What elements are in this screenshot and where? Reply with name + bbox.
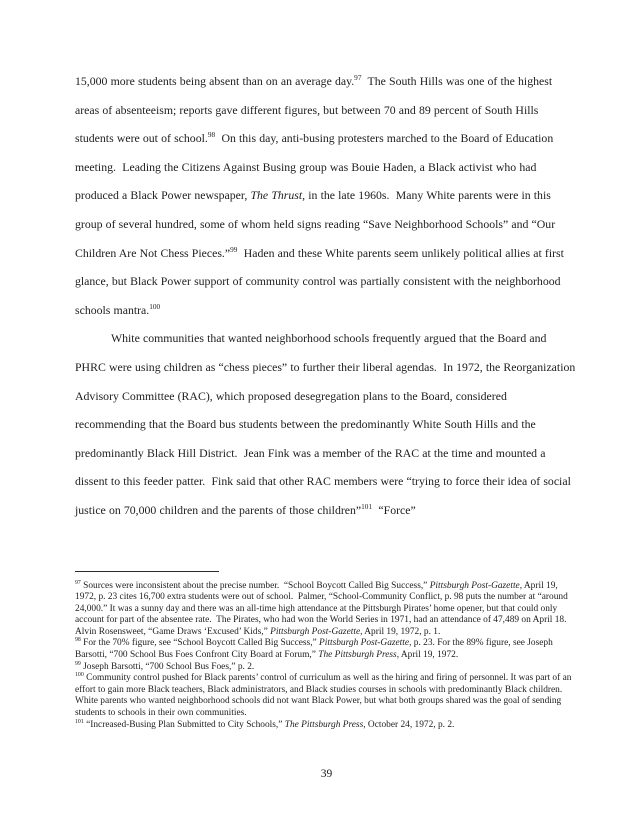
footnote-ref: 98 bbox=[75, 637, 81, 644]
page-number: 39 bbox=[320, 768, 333, 780]
footnote-101 bbox=[75, 720, 578, 732]
text-run: The South Hills was one of the highest areas of absenteeism; reports gave different figures, but between 70 and 89 percent of South Hills students were out of school. bbox=[75, 74, 553, 146]
text-run: For the 70% figure, see “School Boycott Called Big Success,” bbox=[80, 638, 320, 649]
footnote-ref: 97 bbox=[75, 579, 81, 586]
footnote-97 bbox=[75, 581, 578, 639]
italic-text: The Pittsburgh Press bbox=[318, 650, 397, 661]
italic-text: Pittsburgh Post-Gazette bbox=[319, 638, 410, 649]
text-run: , April 19, 1972, p. 23 cites 16,700 extra students were out of school. Palmer, “School-Community Conflict, p. 98 puts the number at “around 24,000.” It was a sunny day and there was an all-time high attendance at the Pittsburgh Pirates’ home opener, but that could only account for part of the absentee rate. The Pirates, who had won the World Series in 1971, had an attendance of 47,489 on April 18. Alvin Rosensweet, “Game Draws ‘Excused’ Kids,” bbox=[75, 580, 569, 637]
footnote-ref: 100 bbox=[149, 301, 161, 311]
text-run: Haden and these White parents seem unlikely political allies at first glance, but Black Power support of community control was partially consistent with the neighborhood schools mantra. bbox=[75, 245, 564, 317]
text-run: White communities that wanted neighborhood schools frequently argued that the Board and PHRC were using children as “chess pieces” to further their liberal agendas. In 1972, the Reorganization Advisory Committee (RAC), which proposed desegregation plans to the Board, considered recommending that the Board bus students between the predominantly White South Hills and the predominantly Black Hill District. Jean Fink was a member of the RAC at the time and mounted a dissent to this feeder patter. Fink said that other RAC members were “trying to force their idea of social justice on 70,000 children and the parents of those children” bbox=[75, 331, 576, 517]
footnote-ref: 98 bbox=[207, 130, 216, 140]
footnote-ref: 101 bbox=[361, 501, 373, 511]
footnote-ref: 100 bbox=[75, 672, 84, 679]
text-run: Sources were inconsistent about the precise number. “School Boycott Called Big Success,” bbox=[80, 580, 430, 591]
footnote-separator bbox=[75, 571, 219, 572]
text-run: , April 19, 1972. bbox=[396, 650, 459, 661]
footnotes bbox=[75, 581, 578, 732]
text-run: , April 19, 1972, p. 1. bbox=[360, 626, 441, 637]
footnote-100 bbox=[75, 673, 578, 719]
text-run: “Increased-Busing Plan Submitted to City Schools,” bbox=[83, 719, 285, 730]
footnote-ref: 99 bbox=[230, 244, 238, 254]
text-run: , in the late 1960s. Many White parents were in this group of several hundred, some of whom held signs reading “Save Neighborhood Schools” and “Our Children Are Not Chess Pieces.” bbox=[75, 188, 556, 260]
text-run: , October 24, 1972, p. 2. bbox=[363, 719, 455, 730]
text-run: Joseph Barsotti, “700 School Bus Foes,” p. 2. bbox=[80, 661, 255, 672]
text-run: On this day, anti-busing protesters marched to the Board of Education meeting. Leading the Citizens Against Busing group was Bouie Haden, a Black activist who had produced a Black Power newspaper, bbox=[75, 131, 554, 203]
footnote-98 bbox=[75, 638, 578, 661]
text-run: “Force” bbox=[372, 502, 416, 517]
text-run: , p. 23. For the 89% figure, see Joseph Barsotti, “700 School Bus Foes Confront City Board at Forum,” bbox=[75, 638, 553, 661]
paragraph-continuation bbox=[75, 67, 578, 324]
text-run: Community control pushed for Black parents’ control of curriculum as well as the hiring and firing of personnel. It was part of an effort to gain more Black teachers, Black administrators, and Black studies courses in schools with predominantly Black children. White parents who wanted neighborhood schools did not want Black Power, but what both groups shared was the goal of sending students to schools in their own communities. bbox=[75, 673, 572, 719]
text-run: 15,000 more students being absent than on an average day. bbox=[75, 74, 355, 88]
italic-text: The Pittsburgh Press bbox=[284, 719, 364, 730]
italic-text: Pittsburgh Post-Gazette bbox=[429, 580, 520, 591]
italic-text: The Thrust bbox=[250, 188, 303, 203]
paragraph-white-communities bbox=[75, 324, 578, 524]
body-text bbox=[75, 67, 578, 525]
footnote-ref: 97 bbox=[354, 73, 362, 83]
footnote-99 bbox=[75, 662, 578, 674]
footnote-ref: 101 bbox=[75, 718, 84, 725]
italic-text: Pittsburgh Post-Gazette bbox=[270, 626, 361, 637]
footnote-ref: 99 bbox=[75, 660, 81, 667]
